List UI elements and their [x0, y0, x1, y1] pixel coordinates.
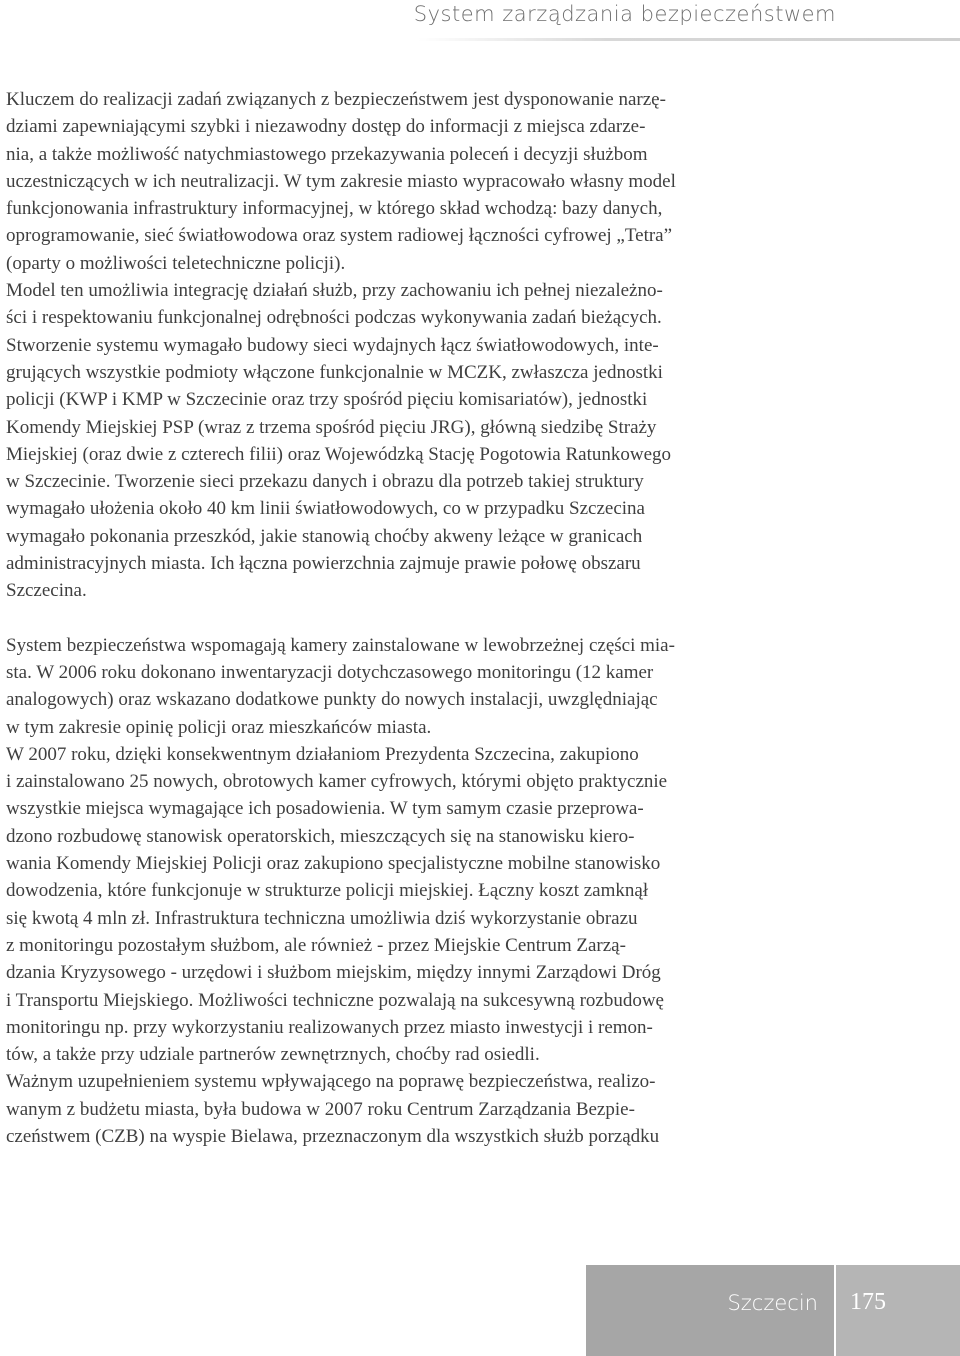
paragraph: System bezpieczeństwa wspomagają kamery zainstalowane w lewobrzeżnej części mia- sta. W 2006 roku dokonano inwentaryzacji dotychczasowego monitoringu (12 kamer analogowych) oraz wskazano dodatkowe punkty do nowych instalacji, uwzględniając w tym zakresie opinię policji oraz mieszkańców miasta.	[6, 634, 675, 738]
header-rule	[418, 38, 960, 41]
page-footer	[586, 1265, 960, 1356]
paragraph: W 2007 roku, dzięki konsekwentnym działaniom Prezydenta Szczecina, zakupiono i zainstalowano 25 nowych, obrotowych kamer cyfrowych, którymi objęto praktycznie wszystkie miejsca wymagające ich posadowienia. W tym samym czasie przeprowa- dzono rozbudowę stanowisk operatorskich, mieszczących się na stanowisku kiero- wania Komendy Miejskiej Policji oraz zakupiono specjalistyczne mobilne stanowisko dowodzenia, które funkcjonuje w strukturze policji miejskiej. Łączny koszt zamknął się kwotą 4 mln zł. Infrastruktura techniczna umożliwia dziś wykorzystanie obrazu z monitoringu pozostałym służbom, ale również - przez Miejskie Centrum Zarzą- dzania Kryzysowego - urzędowi i służbom miejskim, między innymi Zarządowi Dróg i Transportu Miejskiego. Możliwości techniczne pozwalają na sukcesywną rozbudowę monitoringu np. przy wykorzystaniu realizowanych przez miasto inwestycji i remon- tów, a także przy udziale partnerów zewnętrznych, choćby rad osiedli.	[6, 743, 668, 1066]
page-header	[0, 0, 960, 48]
paragraph: Ważnym uzupełnieniem systemu wpływającego na poprawę bezpieczeństwa, realizo- wanym z budżetu miasta, była budowa w 2007 roku Centrum Zarządzania Bezpie- czeństwem (CZB) na wyspie Bielawa, przeznaczonym dla wszystkich służb porządku	[6, 1071, 660, 1147]
footer-city-block	[586, 1265, 834, 1356]
footer-page-block	[836, 1265, 960, 1356]
footer-city-label: Szczecin	[727, 1291, 818, 1315]
body-text	[6, 86, 846, 1150]
paragraph: Model ten umożliwia integrację działań służb, przy zachowaniu ich pełnej niezależno- ści i respektowaniu funkcjonalnej odrębności podczas wykonywania zadań bieżących.	[6, 280, 663, 329]
paragraph: Stworzenie systemu wymagało budowy sieci wydajnych łącz światłowodowych, inte- grujących wszystkie podmioty włączone funkcjonalnie w MCZK, zwłaszcza jednostki policji (KWP i KMP w Szczecinie oraz trzy spośród pięciu komisariatów), jednostki Komendy Miejskiej PSP (wraz z trzema spośród pięciu JRG), główną siedzibę Straży Miejskiej (oraz dwie z czterech filii) oraz Wojewódzką Stację Pogotowia Ratunkowego w Szczecinie. Tworzenie sieci przekazu danych i obrazu dla potrzeb takiej struktury wymagało ułożenia około 40 km linii światłowodowych, co w przypadku Szczecina wymagało pokonania przeszkód, jakie stanowią choćby akweny leżące w granicach administracyjnych miasta. Ich łączna powierzchnia zajmuje prawie połowę obszaru Szczecina.	[6, 334, 671, 602]
paragraph: Kluczem do realizacji zadań związanych z bezpieczeństwem jest dysponowanie narzę- dziami zapewniającymi szybki i niezawodny dostęp do informacji z miejsca zdarze- nia, a także możliwość natychmiastowego przekazywania poleceń i decyzji służbom uczestniczących w ich neutralizacji. W tym zakresie miasto wypracowało własny model funkcjonowania infrastruktury informacyjnej, w którego skład wchodzą: bazy danych, oprogramowanie, sieć światłowodowa oraz system radiowej łączności cyfrowej „Tetra” (oparty o możliwości teletechniczne policji).	[6, 89, 676, 274]
page-number: 175	[850, 1289, 886, 1315]
running-header-title: System zarządzania bezpieczeństwem	[413, 2, 836, 26]
